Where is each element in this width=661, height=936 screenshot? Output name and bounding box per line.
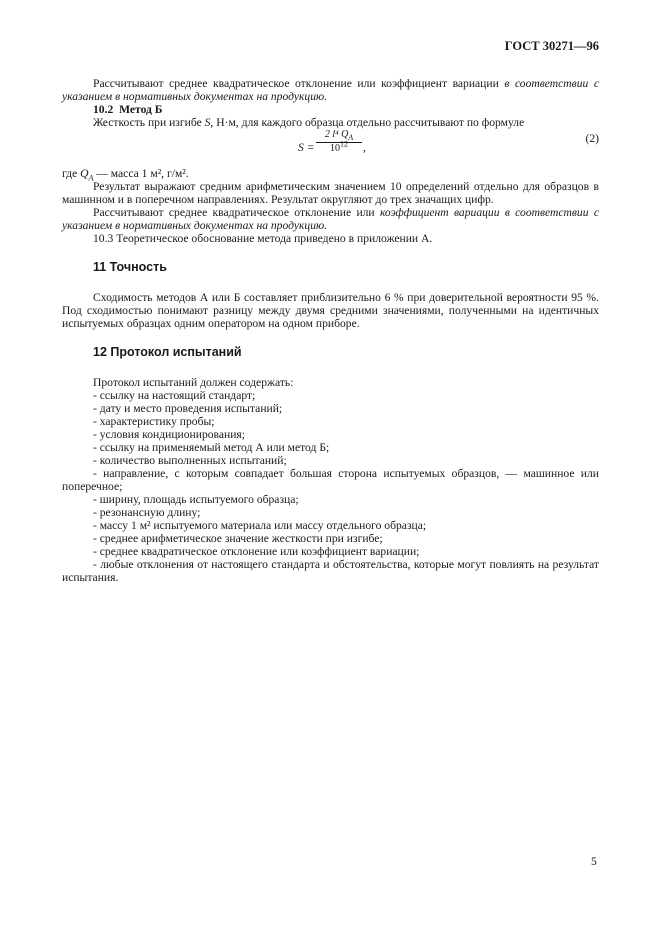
formula-denominator: [316, 139, 362, 155]
list-item: - резонансную длину;: [93, 506, 201, 519]
list-item: - направление, с которым совпадает большая сторона испытуемых образцов, — машинное или поперечное;: [62, 467, 599, 493]
paragraph-text: Жесткость при изгибе: [93, 116, 205, 129]
variable-q-subscript: A: [88, 173, 94, 183]
formula-2: [62, 129, 599, 167]
section-10-2-heading: [62, 103, 599, 116]
formula-fraction: [316, 129, 362, 155]
document-id: ГОСТ 30271—96: [504, 39, 599, 53]
paragraph-result: Результат выражают средним арифметическим значением 10 определений отдельно для образцов в машинном и в поперечном направлениях. Результат округляют до трех значащих цифр.: [62, 180, 599, 206]
paragraph-stiffness: [62, 116, 599, 129]
equation-number: (2): [585, 132, 599, 145]
denominator-superscript: 12: [340, 139, 348, 149]
list-item: - среднее арифметическое значение жесткости при изгибе;: [93, 532, 383, 545]
paragraph-std-deviation: [62, 77, 599, 103]
paragraph-variation: [62, 206, 599, 232]
list-item: - ссылку на применяемый метод А или метод Б;: [93, 441, 330, 454]
denominator-text: 10: [330, 143, 340, 154]
variable-q: Q: [80, 167, 89, 180]
paragraph-text: Рассчитывают среднее квадратическое отклонение или коэффициент вариации: [93, 77, 505, 90]
page-body: [62, 77, 599, 584]
paragraph-where: [62, 167, 599, 183]
list-item: - характеристику пробы;: [93, 415, 215, 428]
paragraph-precision: Сходимость методов А или Б составляет приблизительно 6 % при доверительной вероятности 95 %. Под сходимостью понимают разницу между двумя средними значениями, полученными на идентичных испытуемых образцах одним оператором на одном приборе.: [62, 291, 599, 330]
list-item: - дату и место проведения испытаний;: [93, 402, 283, 415]
paragraph-text: — масса 1 м², г/м².: [93, 167, 189, 180]
paragraph-italic: в соответствии с указанием в нормативных документах на продукцию.: [62, 77, 600, 103]
paragraph-text: Рассчитывают среднее квадратическое отклонение или: [93, 206, 380, 219]
section-title: Метод Б: [119, 103, 163, 116]
numerator-subscript: A: [348, 133, 354, 142]
numerator-text: 2 l⁴ Q: [324, 129, 349, 140]
paragraph-10-3: 10.3 Теоретическое обоснование метода приведено в приложении А.: [93, 232, 433, 245]
list-item: - ширину, площадь испытуемого образца;: [93, 493, 299, 506]
list-item: - ссылку на настоящий стандарт;: [93, 389, 256, 402]
section-number: 10.2: [93, 103, 114, 116]
formula-numerator: [316, 129, 362, 143]
paragraph-text: где: [62, 167, 81, 180]
formula-lhs: S =: [298, 141, 315, 154]
page-number: 5: [591, 855, 597, 868]
paragraph-italic: коэффициент вариации в соответствии с указанием в нормативных документах на продукцию.: [62, 206, 599, 232]
variable-s: S: [204, 116, 211, 129]
section-11-heading: 11 Точность: [93, 260, 167, 274]
list-item: - любые отклонения от настоящего стандарта и обстоятельства, которые могут повлиять на результат испытания.: [62, 558, 599, 584]
formula-comma: ,: [363, 141, 366, 154]
list-item: - количество выполненных испытаний;: [93, 454, 287, 467]
list-item: - массу 1 м² испытуемого материала или массу отдельного образца;: [93, 519, 427, 532]
section-12-heading: 12 Протокол испытаний: [93, 345, 242, 359]
list-item: - среднее квадратическое отклонение или коэффициент вариации;: [93, 545, 420, 558]
paragraph-protocol-intro: Протокол испытаний должен содержать:: [93, 376, 294, 389]
paragraph-text: , Н·м, для каждого образца отдельно рассчитывают по формуле: [210, 116, 525, 129]
protocol-list: [62, 389, 599, 584]
list-item: - условия кондиционирования;: [93, 428, 245, 441]
